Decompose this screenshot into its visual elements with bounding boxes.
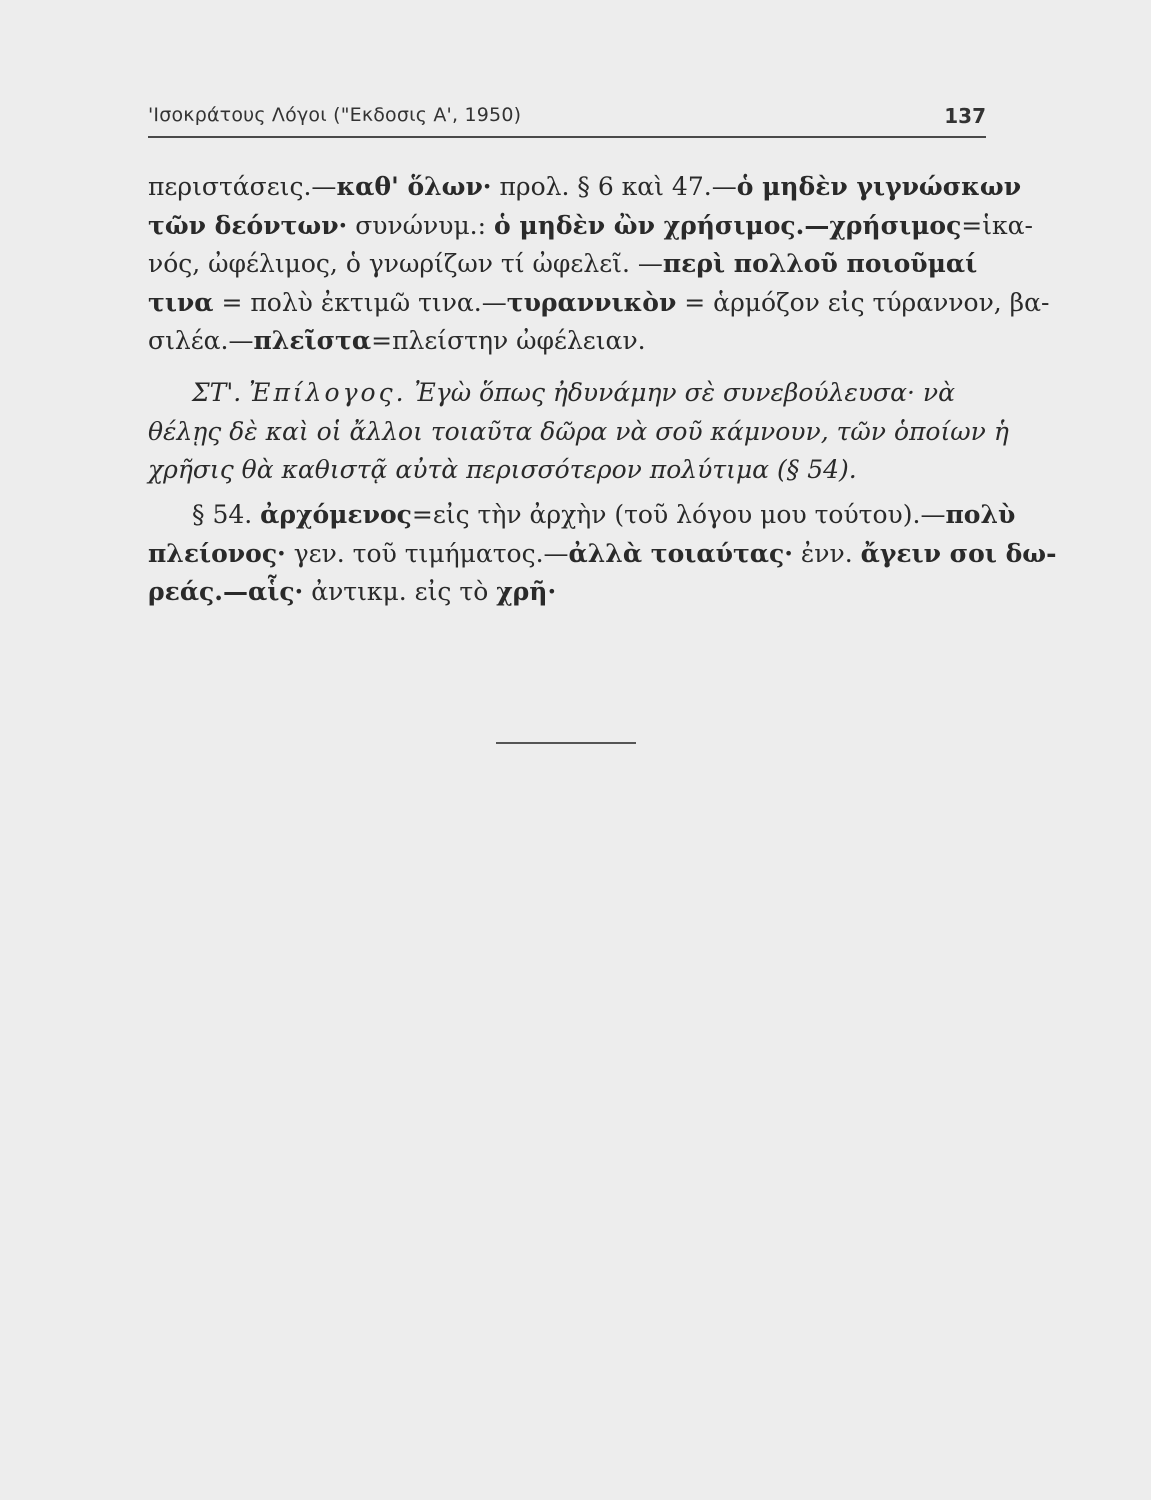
text-run: ἐνν. (792, 538, 861, 568)
text-run: τυραννικὸν (506, 287, 677, 317)
text-run: πλείονος· (148, 538, 286, 568)
text-run: περὶ πολλοῦ ποιοῦμαί (662, 249, 978, 278)
text-line (148, 207, 1034, 246)
text-run: νός, ὠφέλιμος, ὁ γνωρίζων τί ὠφελεῖ. — (148, 249, 663, 278)
epilogue-paragraph (148, 374, 1009, 490)
text-run: =ἱκα- (961, 210, 1034, 240)
text-run: πλεῖστα (253, 326, 372, 355)
text-run: τινα (148, 287, 214, 317)
text-run: ἀλλὰ τοιαύτας· (568, 538, 793, 568)
text-line (148, 451, 986, 490)
text-run: πολὺ (945, 500, 1016, 529)
text-run: χρῆ· (496, 577, 557, 606)
text-line (148, 245, 986, 284)
end-rule (496, 742, 636, 744)
header-title: 'Ισοκράτους Λόγοι ("Εκδοσις Α', 1950) (148, 104, 522, 126)
text-run: =εἰς τὴν ἀρχὴν (τοῦ λόγου μου τούτου).— (411, 500, 946, 529)
text-run: χρῆσις θὰ καθιστᾷ αὐτὰ περισσότερον πολύτιμα (§ 54). (148, 455, 857, 484)
text-run: ΣΤ'. (192, 378, 250, 407)
text-run: Ἐπίλογος. (249, 378, 407, 407)
text-run: ὁ μηδὲν γιγνώσκων (736, 172, 1022, 201)
text-line (148, 496, 1016, 535)
running-header (148, 100, 986, 138)
text-run: καθ' ὅλων· (336, 172, 492, 201)
text-run: ἀρχόμενος (260, 500, 412, 529)
text-line (148, 374, 986, 413)
text-run: περιστάσεις.— (148, 172, 337, 201)
text-line (148, 535, 1057, 574)
text-run: = πολὺ ἐκτιμῶ τινα.— (213, 287, 507, 317)
text-run: προλ. § 6 καὶ 47.— (491, 172, 737, 201)
text-line (148, 284, 1050, 323)
text-line (148, 573, 986, 612)
text-run: σιλέα.— (148, 326, 254, 355)
text-run: συνώνυμ.: (347, 210, 495, 240)
text-run: γεν. τοῦ τιμήματος.— (285, 538, 569, 568)
page-number: 137 (944, 104, 986, 128)
text-run: ἄγειν σοι δω- (860, 538, 1057, 568)
section-54-paragraph (148, 496, 1057, 612)
text-run: ρεάς.—αἷς· (148, 577, 304, 606)
text-run: Ἐγὼ ὅπως ἠδυνάμην σὲ συνεβούλευσα· νὰ (406, 378, 955, 407)
text-run: θέλῃς δὲ καὶ οἱ ἄλλοι τοιαῦτα δῶρα νὰ σοῦ κάμνουν, τῶν ὁποίων ἡ (148, 416, 1009, 446)
text-line (148, 168, 1022, 207)
text-run: =πλείστην ὠφέλειαν. (371, 326, 646, 355)
text-line (148, 322, 986, 361)
commentary-paragraph-1 (148, 168, 1050, 361)
text-run: ἀντικμ. εἰς τὸ (303, 577, 497, 606)
text-run: § 54. (192, 500, 261, 529)
text-run: = ἁρμόζον εἰς τύραννον, βα- (676, 287, 1050, 317)
text-run: ὁ μηδὲν ὢν χρήσιμος.—χρήσιμος (494, 210, 962, 240)
text-run: τῶν δεόντων· (148, 210, 348, 240)
text-line (148, 413, 1009, 452)
